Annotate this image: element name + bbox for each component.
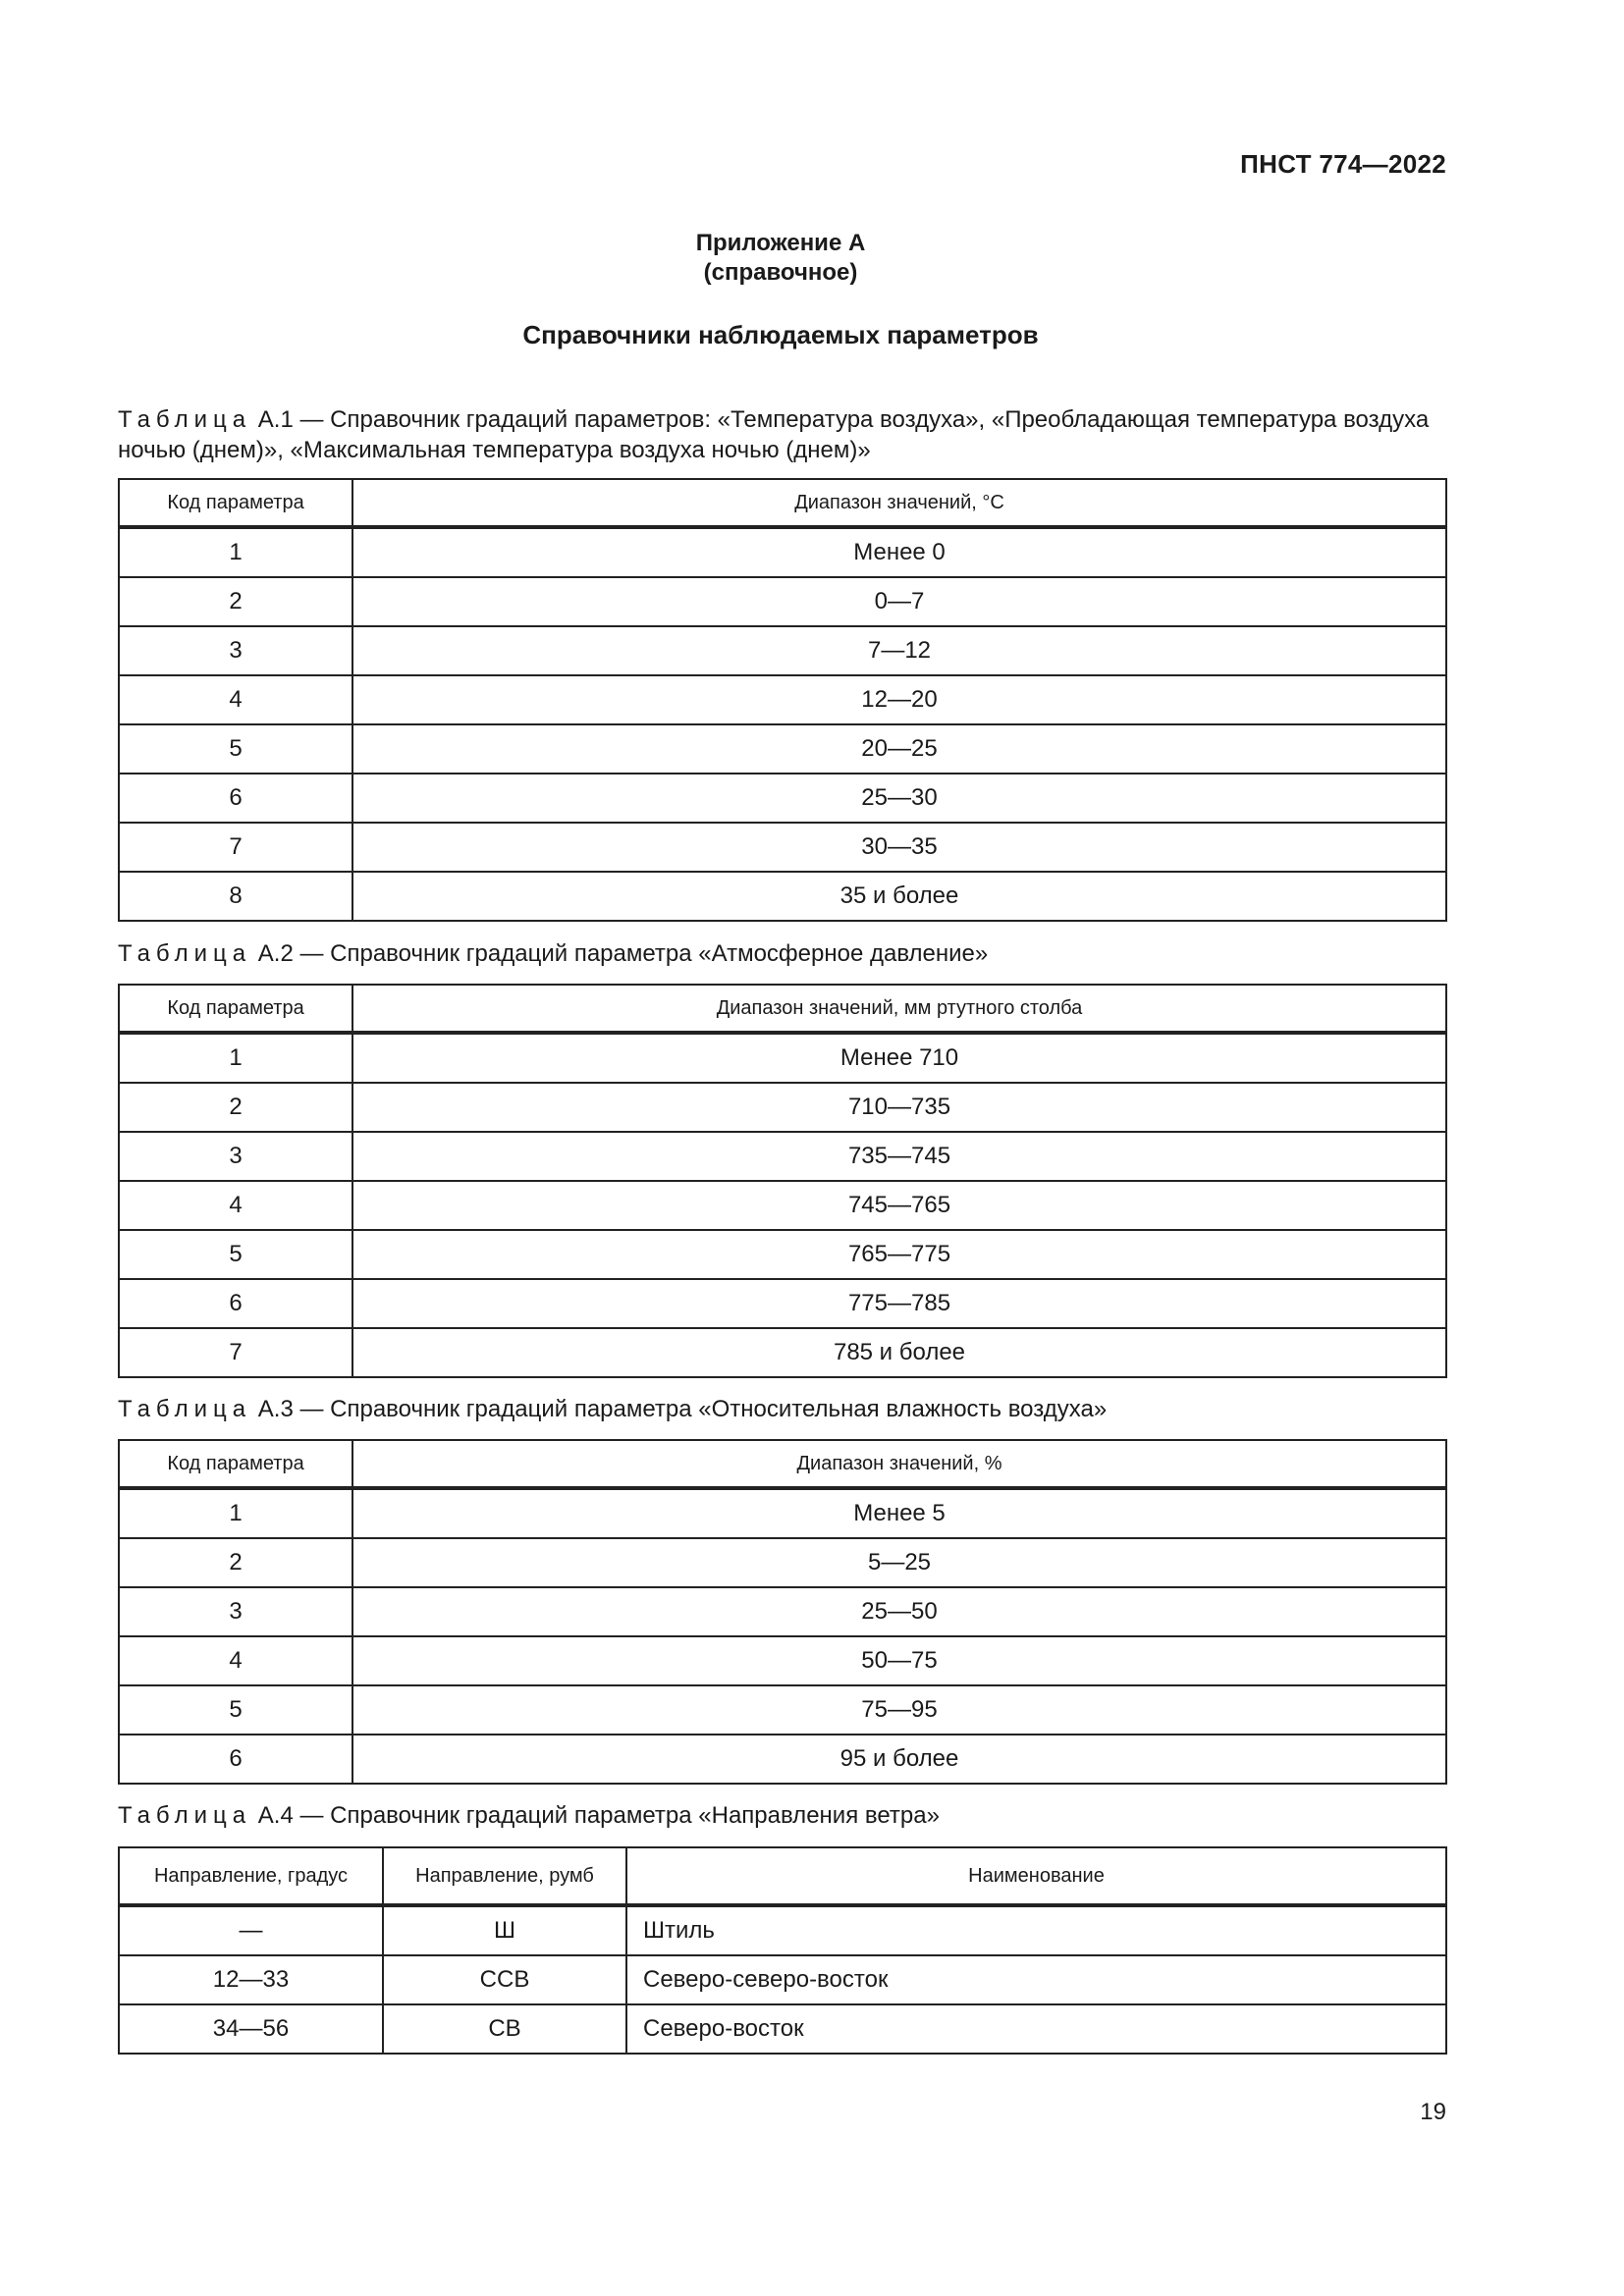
table-cell: 30—35: [352, 823, 1446, 872]
table-row: [119, 1955, 1446, 2004]
table-cell: Северо-восток: [626, 2004, 1446, 2054]
table-cell: 7: [119, 1328, 352, 1377]
table-cell: 12—20: [352, 675, 1446, 724]
table-cell: 6: [119, 1279, 352, 1328]
table-cell: 5: [119, 724, 352, 774]
table-row: [119, 872, 1446, 921]
table-cell: ССВ: [383, 1955, 626, 2004]
table-cell: 34—56: [119, 2004, 383, 2054]
table-cell: 5: [119, 1685, 352, 1735]
table-header-cell: Диапазон значений, %: [352, 1440, 1446, 1488]
table-cell: 50—75: [352, 1636, 1446, 1685]
table-header-row: [119, 985, 1446, 1033]
table-cell: 6: [119, 1735, 352, 1784]
table-cell: Менее 5: [352, 1488, 1446, 1538]
table-a1-caption: [118, 404, 1447, 465]
table-cell: 35 и более: [352, 872, 1446, 921]
table-a4: [118, 1846, 1447, 2055]
table-cell: 785 и более: [352, 1328, 1446, 1377]
table-row: [119, 724, 1446, 774]
table-a2-caption-label: Таблица: [118, 940, 252, 967]
table-row: [119, 577, 1446, 626]
table-cell: 25—50: [352, 1587, 1446, 1636]
table-a4-caption-text: А.4 — Справочник градаций параметра «Направления ветра»: [251, 1802, 940, 1829]
table-cell: 2: [119, 1538, 352, 1587]
table-cell: 5—25: [352, 1538, 1446, 1587]
table-cell: 2: [119, 577, 352, 626]
table-cell: 745—765: [352, 1181, 1446, 1230]
table-header-cell: Диапазон значений, °С: [352, 479, 1446, 527]
table-cell: 765—775: [352, 1230, 1446, 1279]
table-header-cell: Код параметра: [119, 985, 352, 1033]
table-row: [119, 1328, 1446, 1377]
table-cell: 1: [119, 527, 352, 577]
table-row: [119, 1538, 1446, 1587]
table-a4-caption: [118, 1800, 1447, 1831]
table-a1-caption-label: Таблица: [118, 406, 252, 433]
table-row: [119, 1181, 1446, 1230]
table-cell: —: [119, 1905, 383, 1955]
table-cell: 12—33: [119, 1955, 383, 2004]
table-cell: 710—735: [352, 1083, 1446, 1132]
table-row: [119, 1083, 1446, 1132]
table-row: [119, 1685, 1446, 1735]
table-row: [119, 1279, 1446, 1328]
annex-title: Приложение А: [695, 230, 866, 256]
section-title: Справочники наблюдаемых параметров: [522, 320, 1039, 349]
table-cell: 0—7: [352, 577, 1446, 626]
table-cell: 7—12: [352, 626, 1446, 675]
table-header-cell: Наименование: [626, 1847, 1446, 1905]
table-cell: 4: [119, 675, 352, 724]
table-a2-caption: [118, 938, 1447, 969]
table-cell: Ш: [383, 1905, 626, 1955]
table-a2-caption-text: А.2 — Справочник градаций параметра «Атмосферное давление»: [251, 940, 989, 967]
table-header-cell: Направление, градус: [119, 1847, 383, 1905]
table-header-cell: Диапазон значений, мм ртутного столба: [352, 985, 1446, 1033]
table-cell: 7: [119, 823, 352, 872]
table-cell: 3: [119, 1132, 352, 1181]
table-a3-caption: [118, 1394, 1447, 1424]
table-header-cell: Код параметра: [119, 479, 352, 527]
table-row: [119, 823, 1446, 872]
table-row: [119, 774, 1446, 823]
table-a3: [118, 1439, 1447, 1785]
table-cell: 735—745: [352, 1132, 1446, 1181]
table-cell: 775—785: [352, 1279, 1446, 1328]
table-cell: 4: [119, 1181, 352, 1230]
table-cell: 2: [119, 1083, 352, 1132]
page-number: 19: [1420, 2099, 1446, 2125]
table-header-cell: Направление, румб: [383, 1847, 626, 1905]
table-a4-caption-label: Таблица: [118, 1802, 252, 1829]
table-row: [119, 1033, 1446, 1083]
table-row: [119, 1230, 1446, 1279]
table-row: [119, 527, 1446, 577]
table-cell: 3: [119, 1587, 352, 1636]
standard-code: ПНСТ 774—2022: [1240, 149, 1446, 179]
table-cell: СВ: [383, 2004, 626, 2054]
table-cell: 1: [119, 1488, 352, 1538]
table-cell: 95 и более: [352, 1735, 1446, 1784]
table-a1-caption-text: А.1 — Справочник градаций параметров: «Температура воздуха», «Преобладающая температура воздуха ночью (днем)», «Максимальная температура воздуха ночью (днем)»: [118, 406, 1430, 463]
table-row: [119, 626, 1446, 675]
table-cell: 3: [119, 626, 352, 675]
table-row: [119, 2004, 1446, 2054]
table-cell: 8: [119, 872, 352, 921]
table-row: [119, 675, 1446, 724]
table-cell: 25—30: [352, 774, 1446, 823]
table-row: [119, 1905, 1446, 1955]
table-cell: 20—25: [352, 724, 1446, 774]
table-header-row: [119, 1847, 1446, 1905]
table-cell: Менее 710: [352, 1033, 1446, 1083]
table-cell: Северо-северо-восток: [626, 1955, 1446, 2004]
table-a3-caption-label: Таблица: [118, 1396, 252, 1422]
table-cell: 75—95: [352, 1685, 1446, 1735]
table-a1: [118, 478, 1447, 922]
table-cell: Штиль: [626, 1905, 1446, 1955]
table-row: [119, 1735, 1446, 1784]
table-header-row: [119, 479, 1446, 527]
table-row: [119, 1488, 1446, 1538]
table-a2: [118, 984, 1447, 1378]
table-a3-caption-text: А.3 — Справочник градаций параметра «Относительная влажность воздуха»: [251, 1396, 1108, 1422]
table-cell: 1: [119, 1033, 352, 1083]
table-row: [119, 1132, 1446, 1181]
table-header-row: [119, 1440, 1446, 1488]
table-cell: 4: [119, 1636, 352, 1685]
table-cell: 5: [119, 1230, 352, 1279]
table-header-cell: Код параметра: [119, 1440, 352, 1488]
table-row: [119, 1636, 1446, 1685]
annex-kind: (справочное): [703, 259, 858, 286]
table-row: [119, 1587, 1446, 1636]
table-cell: Менее 0: [352, 527, 1446, 577]
table-cell: 6: [119, 774, 352, 823]
